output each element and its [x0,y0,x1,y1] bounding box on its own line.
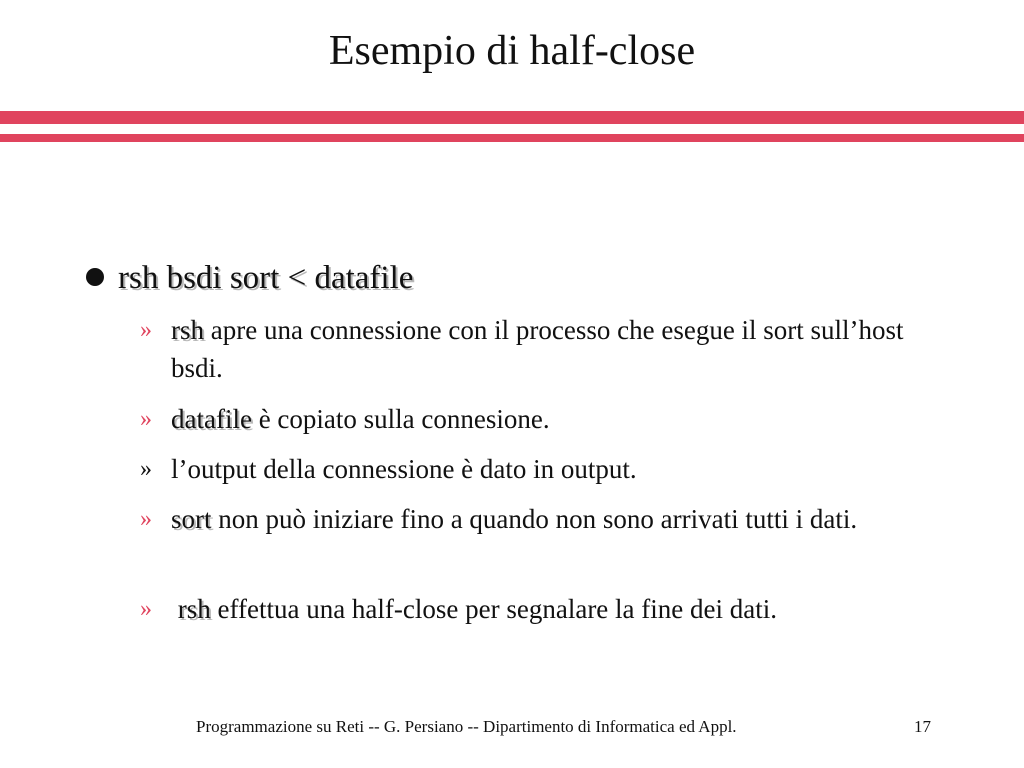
sub-bullet-text [171,311,930,387]
main-bullet-text: rsh bsdi sort < datafile [118,260,414,296]
sub-bullet-text [171,400,930,438]
sub-bullet-rest: non può iniziare fino a quando non sono arrivati tutti i dati. [211,504,858,534]
sub-bullet-2 [140,400,930,438]
raquo-icon: » [140,506,152,532]
sub-bullet-text [171,450,930,488]
sub-bullet-3 [140,450,930,488]
slide-footer: Programmazione su Reti -- G. Persiano -- Dipartimento di Informatica ed Appl. [196,717,737,736]
keyword: sort [171,504,212,534]
sub-bullet-rest: è copiato sulla connesione. [251,404,550,434]
sub-bullet-rest: l’output della connessione è dato in output. [171,454,637,484]
sub-bullet-text [171,500,930,538]
bullet-dot-icon [86,268,104,286]
sub-bullet-rest: effettua una half-close per segnalare la fine dei dati. [210,594,777,624]
slide-title: Esempio di half-close [328,28,696,74]
sub-bullet-rest: apre una connessione con il processo che esegue il sort sull’host bsdi. [171,315,904,383]
raquo-icon: » [140,456,152,482]
keyword: rsh [171,315,204,345]
main-bullet [86,258,413,298]
sub-bullet-5 [140,590,930,628]
sub-bullet-text [171,590,930,628]
sub-bullet-4 [140,500,930,538]
keyword: rsh [177,594,211,624]
keyword: datafile [171,404,252,434]
sub-bullet-1 [140,311,930,387]
raquo-icon: » [140,596,152,622]
raquo-icon: » [140,406,152,432]
page-number: 17 [914,717,931,736]
raquo-icon: » [140,317,152,343]
